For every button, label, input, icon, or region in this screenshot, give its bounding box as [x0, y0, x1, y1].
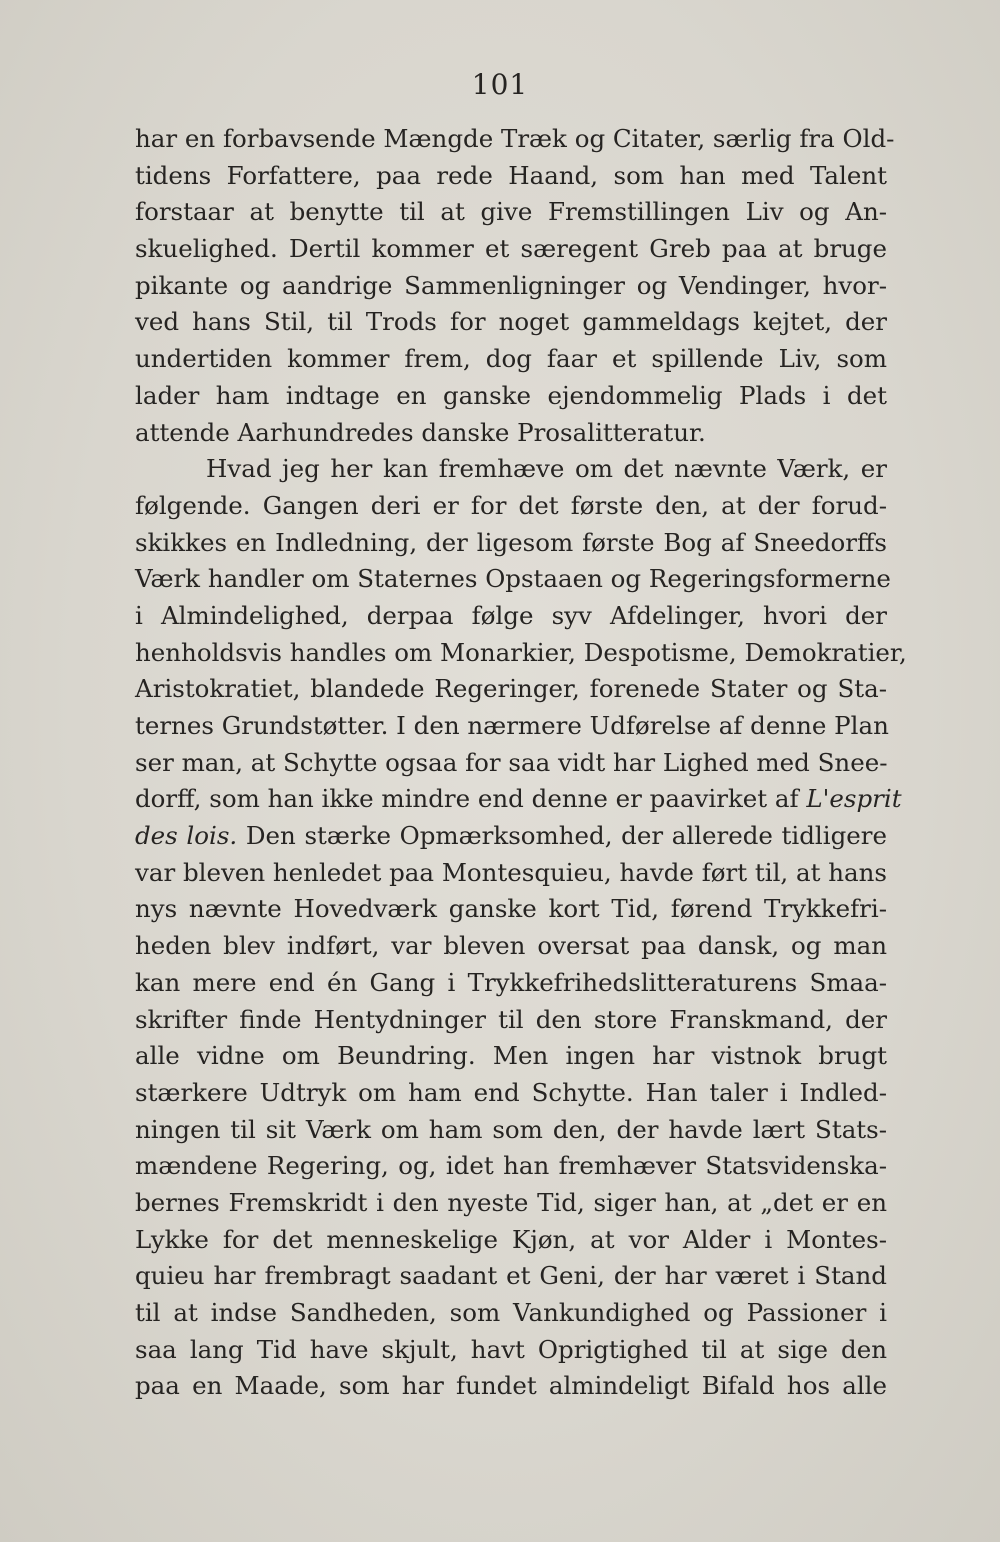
text-line: mændene Regering, og, idet han fremhæver Statsvidenska- [135, 1151, 887, 1181]
text-line: skikkes en Indledning, der ligesom første Bog af Sneedorffs [135, 527, 887, 557]
text-line: i Almindelighed, derpaa følge syv Afdelinger, hvori der [135, 600, 887, 630]
text-line: alle vidne om Beundring. Men ingen har vistnok brugt [135, 1041, 887, 1071]
body-text [135, 121, 907, 1405]
text-line: stærkere Udtryk om ham end Schytte. Han taler i Indled- [135, 1077, 887, 1107]
text-line: skuelighed. Dertil kommer et særegent Greb paa at bruge [135, 234, 887, 264]
italic-title: des lois. [135, 821, 238, 851]
text-line: lader ham indtage en ganske ejendommelig Plads i det [135, 380, 887, 410]
italic-title: L'esprit [806, 784, 902, 814]
text-line: tidens Forfattere, paa rede Haand, som han med Talent [135, 160, 887, 190]
text-line: heden blev indført, var bleven oversat paa dansk, og man [135, 931, 887, 961]
text-line: saa lang Tid have skjult, havt Oprigtighed til at sige den [135, 1334, 887, 1364]
text-line: ser man, at Schytte ogsaa for saa vidt har Lighed med Snee- [135, 747, 888, 777]
text-line: Aristokratiet, blandede Regeringer, forenede Stater og Sta- [135, 674, 887, 704]
text-line: pikante og aandrige Sammenligninger og Vendinger, hvor- [135, 270, 887, 300]
text-line: har en forbavsende Mængde Træk og Citater, særlig fra Old- [135, 124, 895, 153]
text-line: Hvad jeg her kan fremhæve om det nævnte Værk, er [206, 454, 887, 484]
text-line: nys nævnte Hovedværk ganske kort Tid, førend Trykkefri- [135, 894, 887, 924]
text-line: ved hans Stil, til Trods for noget gammeldags kejtet, der [135, 307, 887, 337]
text-line: Værk handler om Staternes Opstaaen og Regeringsformerne [135, 564, 891, 594]
text-line: undertiden kommer frem, dog faar et spillende Liv, som [135, 344, 887, 374]
text-line: til at indse Sandheden, som Vankundighed og Passioner i [135, 1298, 887, 1327]
text-line: attende Aarhundredes danske Prosalitteratur. [135, 417, 706, 447]
text-line [135, 781, 902, 818]
text-line: følgende. Gangen deri er for det første den, at der forud- [135, 490, 887, 520]
text-line: kan mere end én Gang i Trykkefrihedslitteraturens Smaa- [135, 967, 887, 997]
text-segment: dorff, som han ikke mindre end denne er paavirket af [135, 784, 799, 814]
text-line: quieu har frembragt saadant et Geni, der har været i Stand [135, 1261, 887, 1291]
text-line: ternes Grundstøtter. I den nærmere Udførelse af denne Plan [135, 711, 889, 740]
text-line [135, 818, 887, 855]
text-line: skrifter finde Hentydninger til den store Franskmand, der [135, 1004, 887, 1034]
text-line: paa en Maade, som har fundet almindeligt Bifald hos alle [135, 1371, 887, 1401]
text-line: forstaar at benytte til at give Fremstillingen Liv og An- [135, 197, 887, 227]
text-line: bernes Fremskridt i den nyeste Tid, siger han, at „det er en [135, 1187, 887, 1217]
text-line: henholdsvis handles om Monarkier, Despotisme, Demokratier, [135, 637, 907, 667]
text-segment: Den stærke Opmærksomhed, der allerede tidligere [237, 821, 887, 851]
text-line: var bleven henledet paa Montesquieu, havde ført til, at hans [135, 857, 887, 887]
text-line: ningen til sit Værk om ham som den, der havde lært Stats- [135, 1114, 887, 1144]
text-line: Lykke for det menneskelige Kjøn, at vor Alder i Montes- [135, 1224, 887, 1254]
page-number: 101 [471, 68, 529, 101]
